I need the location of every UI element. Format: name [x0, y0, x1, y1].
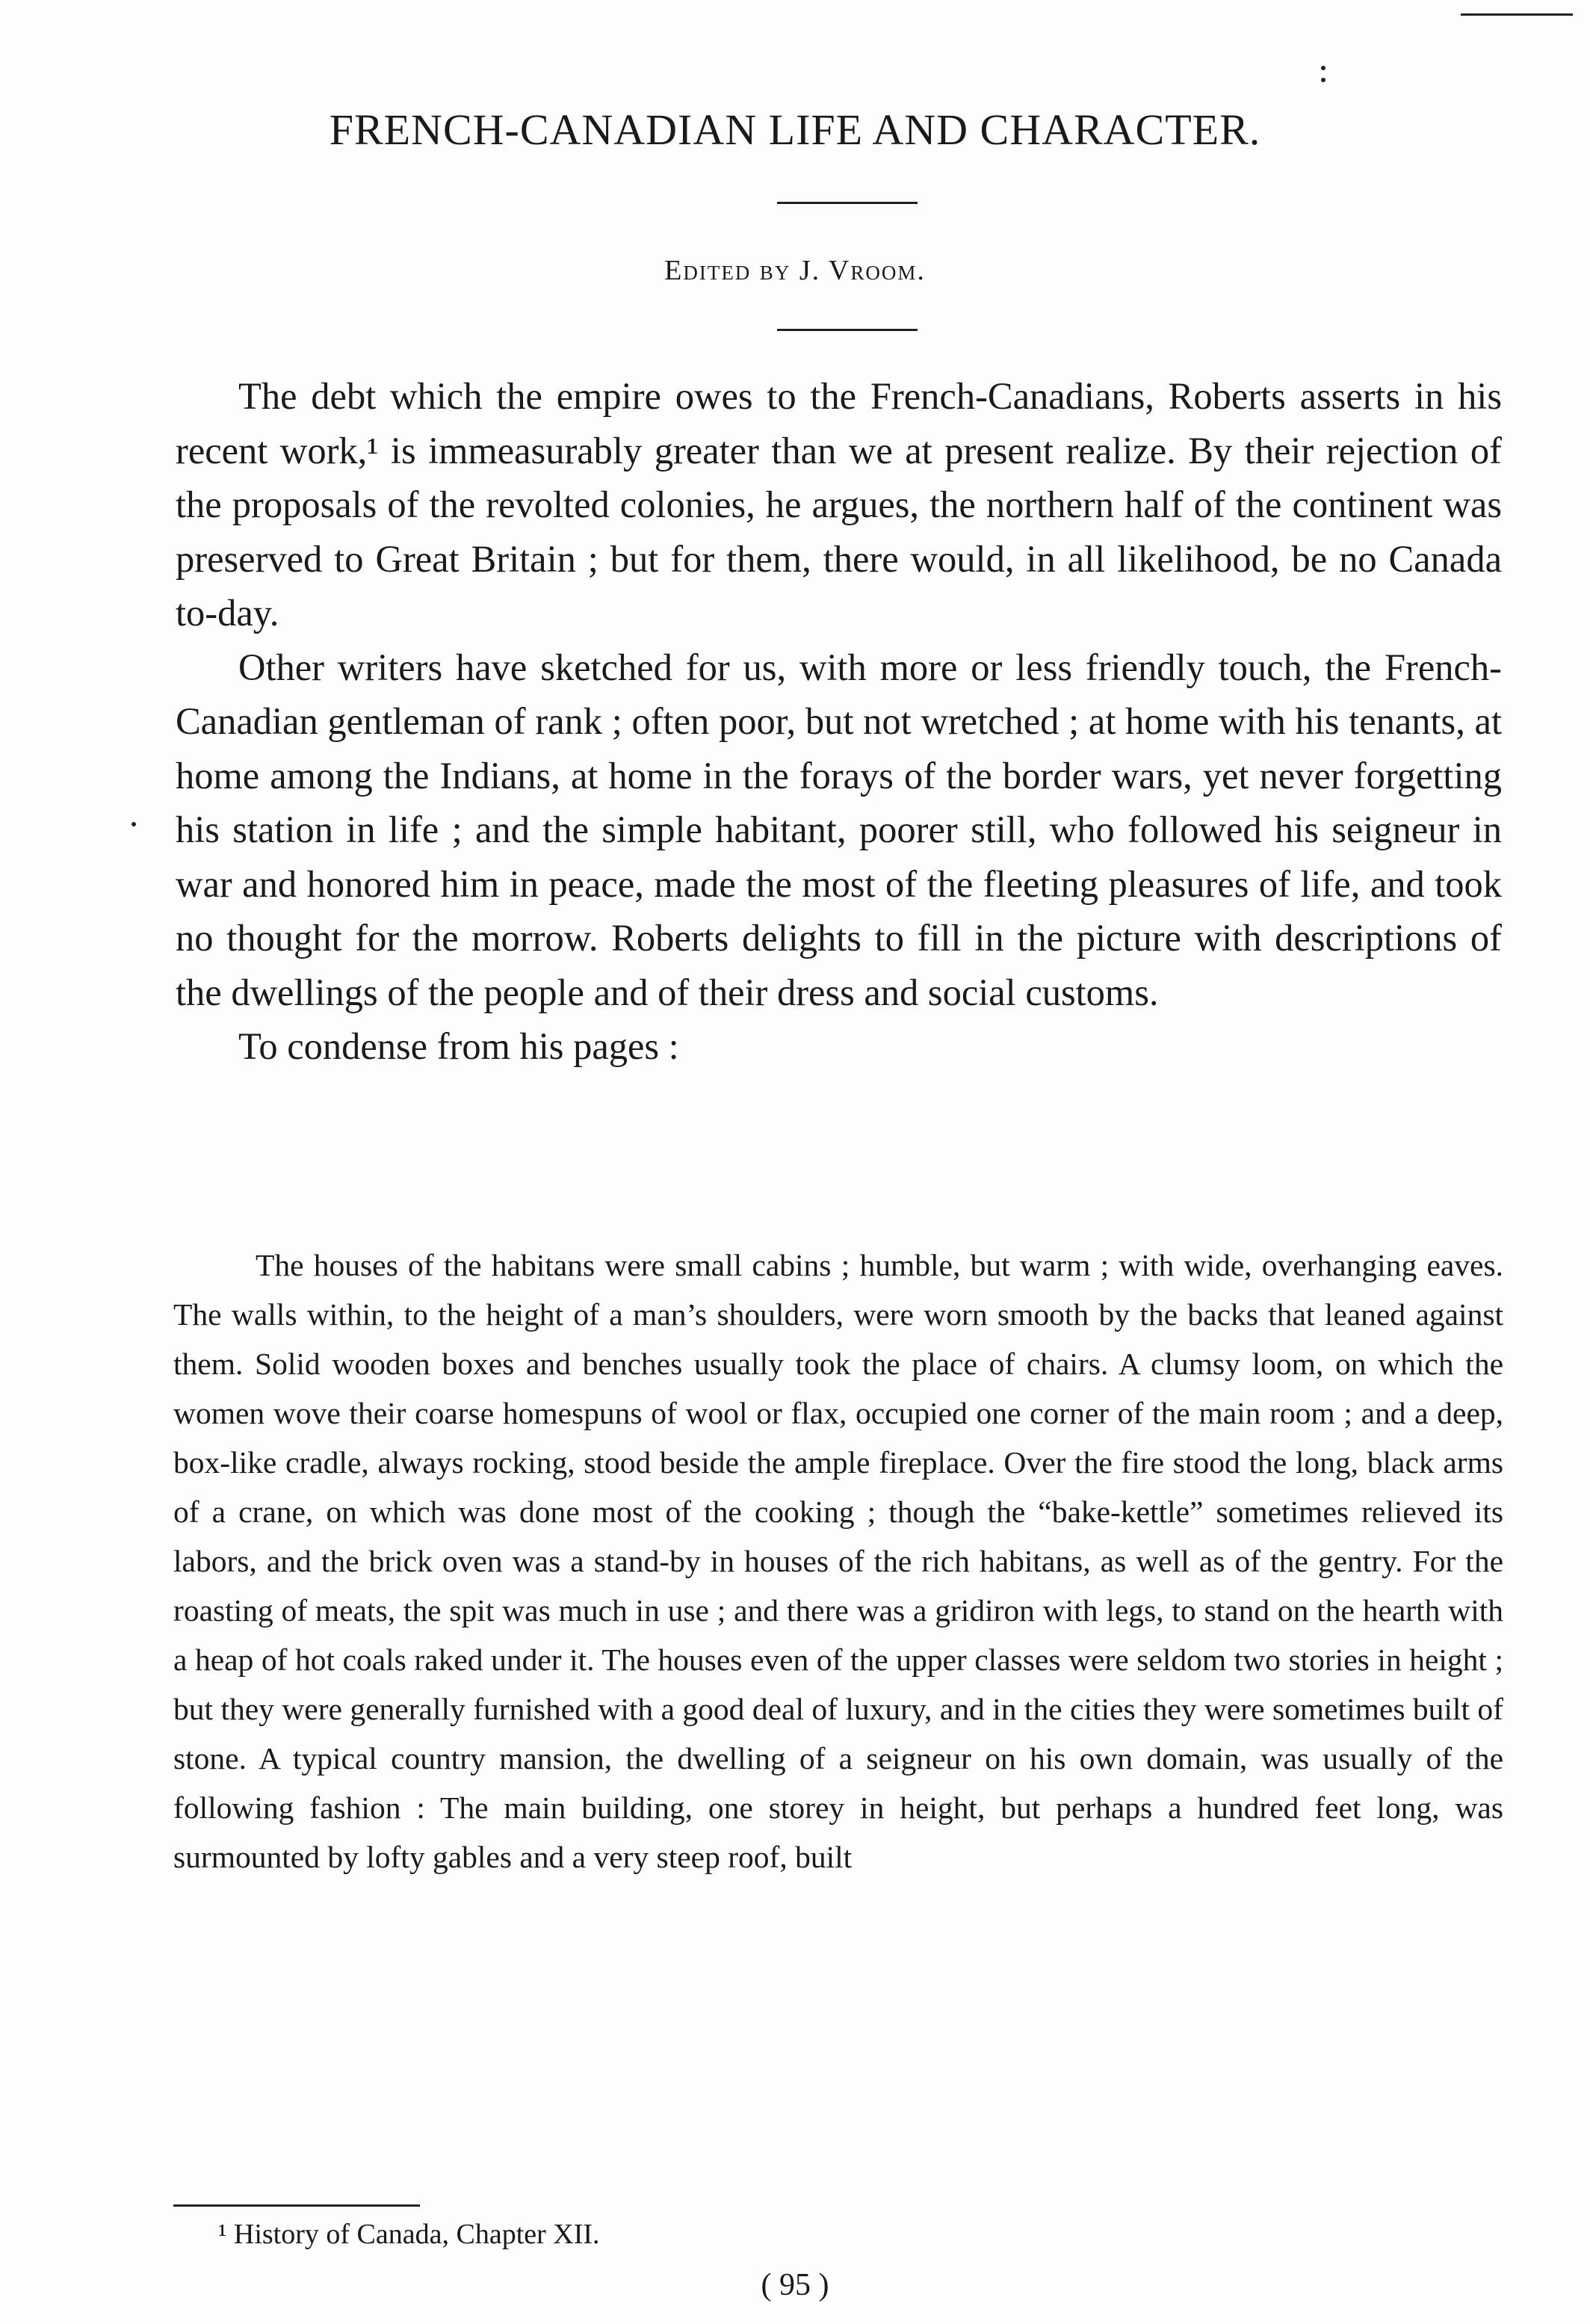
title-rule [777, 202, 918, 204]
footnote: ¹ History of Canada, Chapter XII. [218, 2219, 600, 2250]
speck-mark [132, 822, 136, 826]
footnote-rule [173, 2204, 420, 2207]
page-number: ( 95 ) [761, 2268, 829, 2302]
corner-rule [1461, 13, 1573, 16]
block-quote [173, 1240, 1503, 1882]
page-title: FRENCH-CANADIAN LIFE AND CHARACTER. [329, 105, 1261, 154]
quote-text: The houses of the habitans were small cabins ; humble, but warm ; with wide, overhanging eaves. The walls within, to the height of a man’s shoulders, were worn smooth by the backs that leaned against them. Solid wooden boxes and benches usually took the place of chairs. A clumsy loom, on which the women wove their coarse homespuns of wool or flax, occupied one corner of the main room ; and a deep, box-like cradle, always rocking, stood beside the ample fireplace. Over the fire stood the long, black arms of a crane, on which was done most of the cooking ; though the “bake-kettle” sometimes relieved its labors, and the brick oven was a stand-by in houses of the rich habitans, as well as of the gentry. For the roasting of meats, the spit was much in use ; and there was a gridiron with legs, to stand on the hearth with a heap of hot coals raked under it. The houses even of the upper classes were seldom two stories in height ; but they were generally furnished with a good deal of luxury, and in the cities they were sometimes built of stone. A typical country mansion, the dwelling of a seigneur on his own domain, was usually of the following fashion : The main building, one storey in height, but perhaps a hundred feet long, was surmounted by lofty gables and a very steep roof, built [173, 1248, 1503, 1874]
speck-mark [1321, 78, 1325, 82]
paragraph-3: To condense from his pages : [238, 1025, 679, 1067]
paragraph-1: The debt which the empire owes to the French-Canadians, Roberts asserts in his recent work,¹ is immeasurably greater than we at present realize. By their rejection of the proposals of the revolted colonies, he argues, the northern half of the continent was preserved to Great Britain ; but for them, there would, in all likelihood, be no Canada to-day. [176, 375, 1502, 634]
paragraph-2: Other writers have sketched for us, with more or less friendly touch, the French-Canadian gentleman of rank ; often poor, but not wretched ; at home with his tenants, at home among the Indians, at home in the forays of the border wars, yet never forgetting his station in life ; and the simple habitant, poorer still, who followed his seigneur in war and honored him in peace, made the most of the fleeting pleasures of life, and took no thought for the morrow. Roberts delights to fill in the picture with descriptions of the dwellings of the people and of their dress and social customs. [176, 646, 1502, 1013]
body-text [176, 369, 1502, 1074]
editor-line: Edited by J. Vroom. [664, 255, 926, 286]
speck-mark [1321, 66, 1325, 70]
editor-rule [777, 329, 918, 331]
